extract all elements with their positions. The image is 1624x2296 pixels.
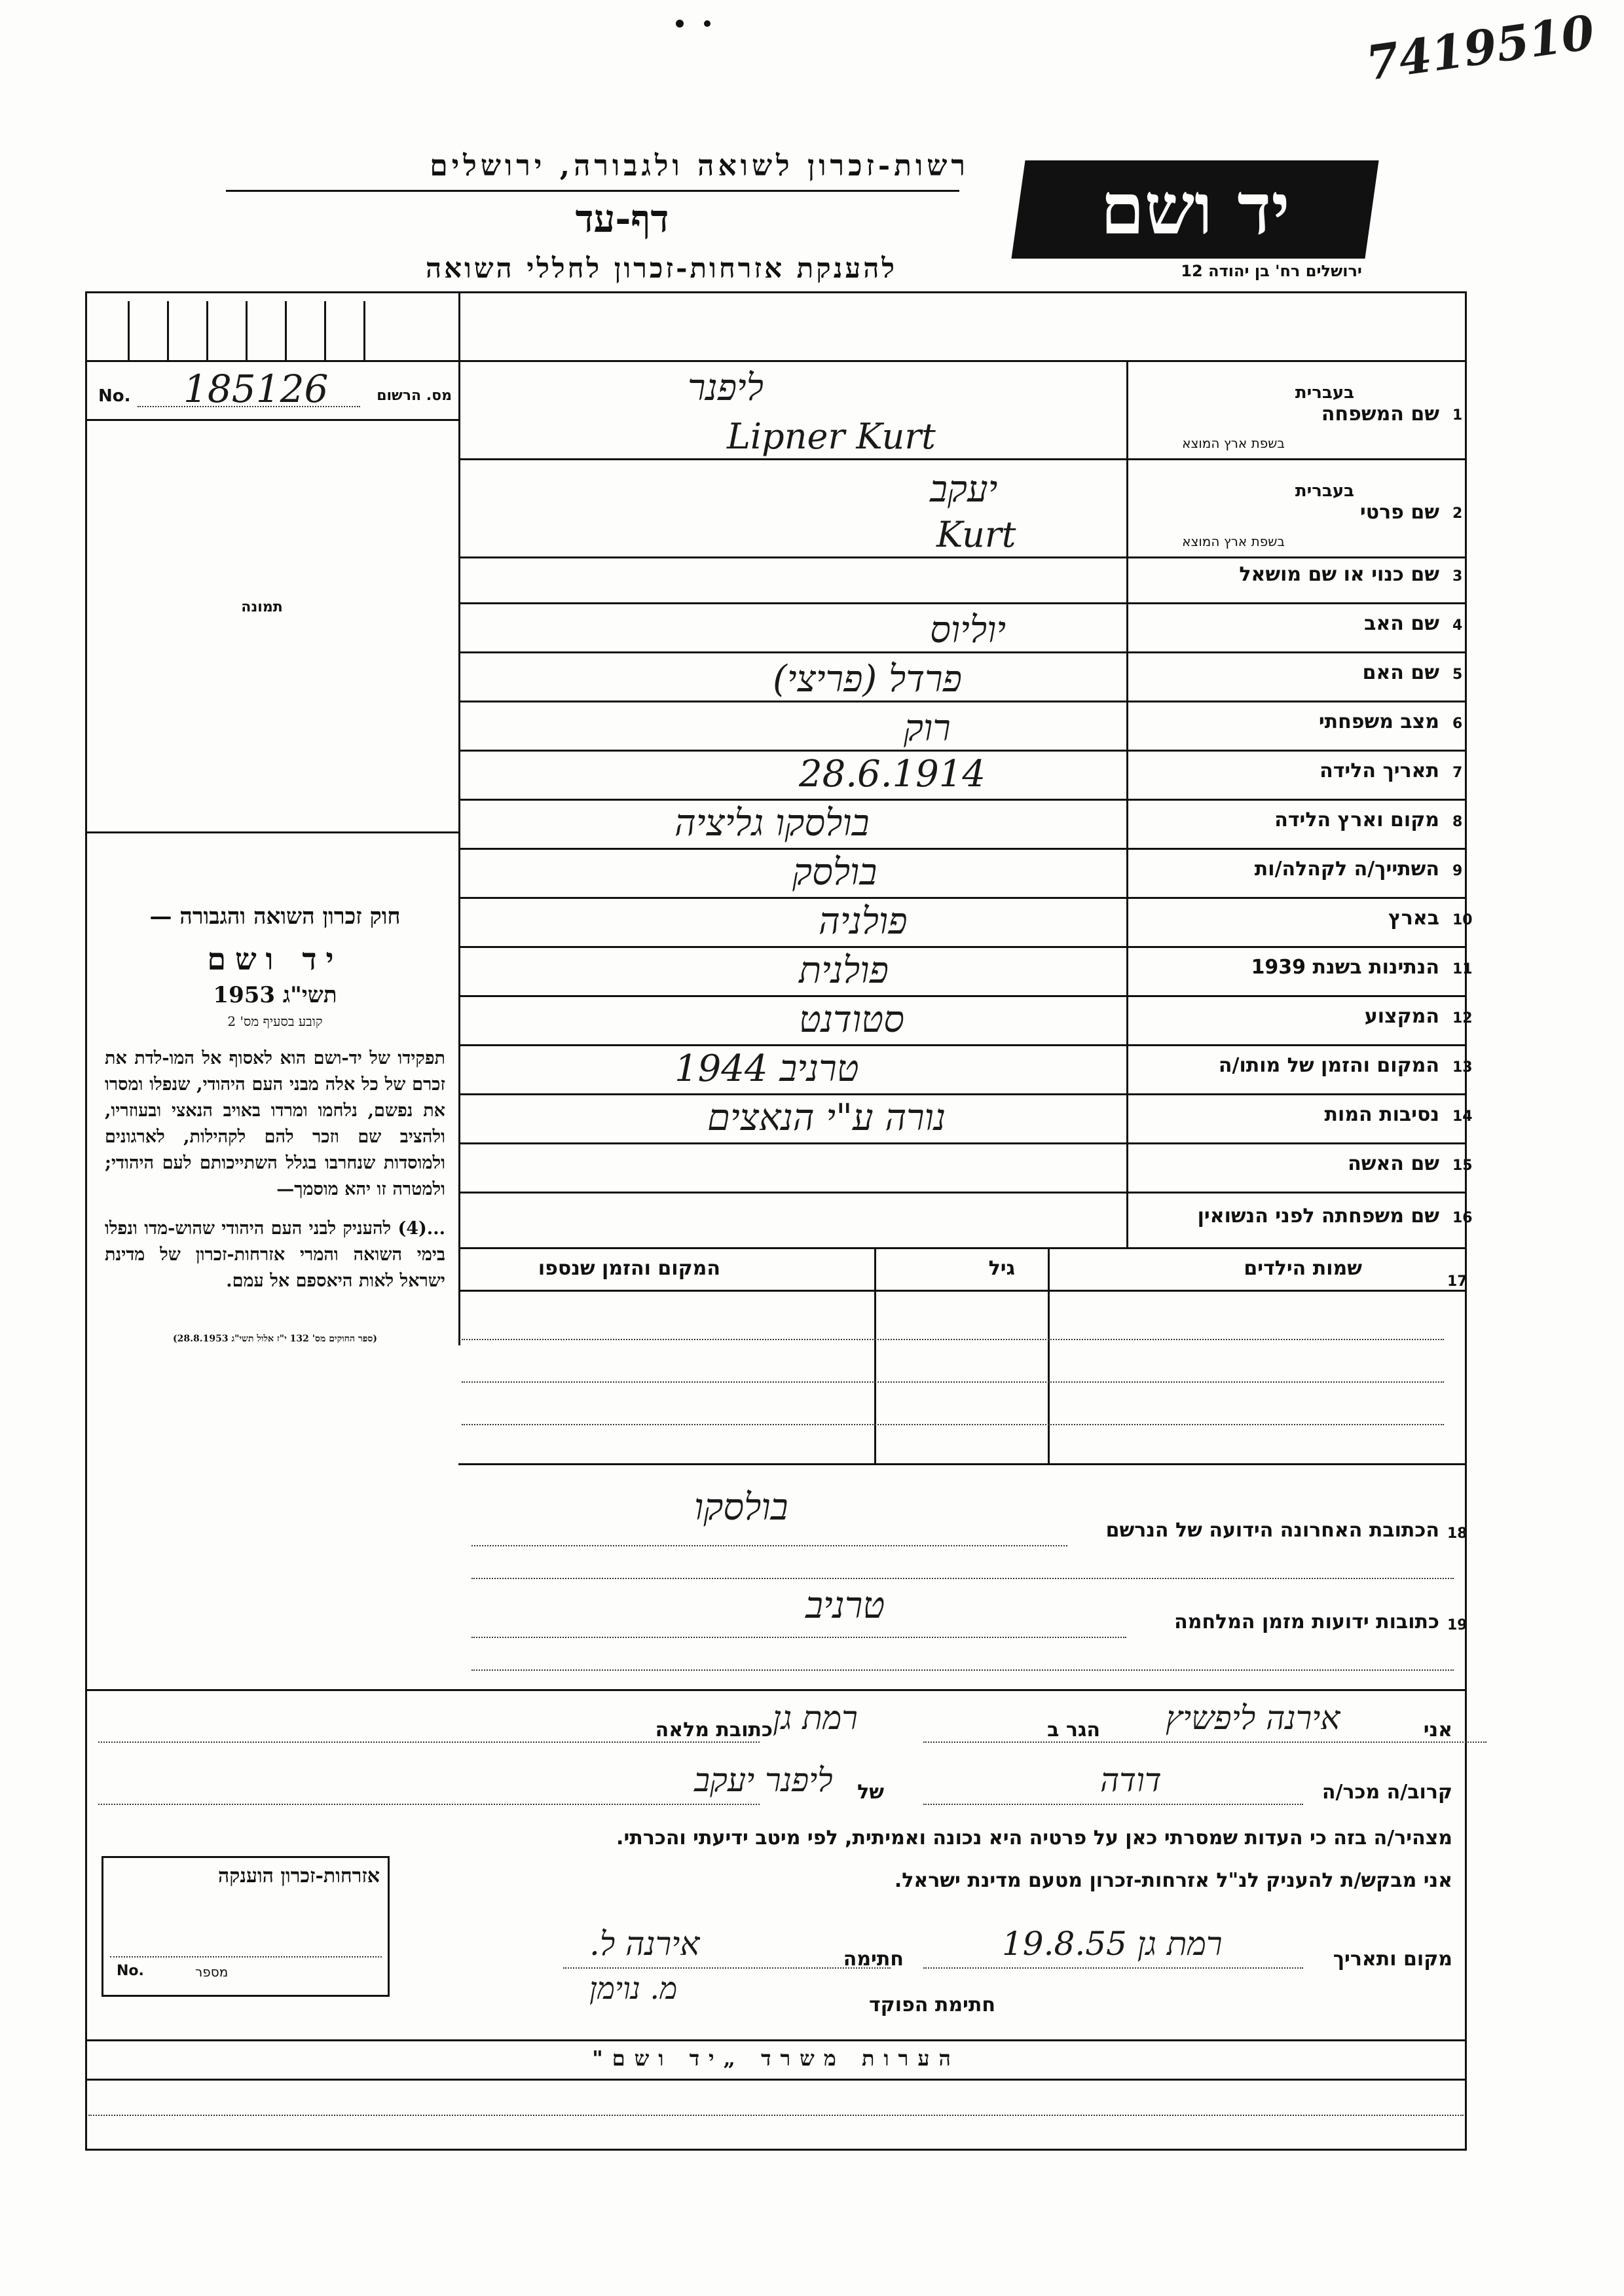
archive-stamp: 7419510: [1362, 4, 1598, 91]
dotted-line: [471, 1637, 1126, 1638]
law-paragraph-1: תפקידו של יד-ושם הוא לאסוף אל המו-לדת את זכרם של כל אלה מבני העם היהודי, שנפלו ומסרו את נפשם, נלחמו ומרדו באויב הנאצי ובעוזריו, ולהציב שם וזכר להם לקהילות, לארגונים ולמוסדות שנחרבו בגלל השתייכותם לעם היהודי; ולמטרה זו יהא מוסמך—: [105, 1048, 445, 1199]
field-number: 8: [1452, 814, 1463, 830]
row-separator: [458, 1142, 1467, 1144]
dotted-line: [923, 1967, 1303, 1969]
registration-row: [98, 367, 452, 412]
notes-header-rule: [85, 2079, 1467, 2081]
decl-full-address-label: כתובת מלאה: [655, 1719, 773, 1741]
row-separator: [458, 1093, 1467, 1095]
field-number: 17: [1447, 1273, 1467, 1290]
row-separator: [458, 897, 1467, 899]
field-label: שם פרטי: [1359, 501, 1439, 524]
field-number: 3: [1452, 568, 1463, 585]
decl-place-date-label: מקום ותאריך: [1333, 1948, 1452, 1971]
field-value-latin: Lipner Kurt: [727, 416, 936, 457]
citizenship-box-title: אזרחות-זכרון הוענקה: [217, 1865, 380, 1887]
row-separator: [458, 1044, 1467, 1046]
left-column-divider: [458, 291, 460, 1345]
decl-place-date: רמת גן 19.8.55: [1002, 1925, 1223, 1963]
field-label-country: בארץ: [1388, 907, 1439, 930]
grid-tick: [285, 301, 287, 360]
children-header-age: גיל: [988, 1257, 1015, 1280]
law-name: יד ושם: [207, 941, 343, 977]
decl-of-label: של: [857, 1781, 884, 1804]
children-col-divider: [874, 1247, 876, 1463]
decl-signature: אירנה ל.: [589, 1925, 700, 1963]
field-value-death-place-time: טרניב 1944: [674, 1048, 859, 1090]
row-separator: [458, 750, 1467, 752]
field-label-last-address: הכתובת האחרונה הידועה של הנרשם: [1105, 1519, 1439, 1542]
children-dotted-line: [462, 1424, 1444, 1425]
field-number: 12: [1452, 1010, 1473, 1027]
children-dotted-line: [462, 1381, 1444, 1383]
field-label-maiden-name: שם משפחתה לפני הנשואין: [1197, 1205, 1439, 1228]
row-separator: [458, 1247, 1467, 1249]
law-box: [105, 903, 445, 1345]
row-separator: [458, 995, 1467, 997]
field-number: 19: [1447, 1617, 1467, 1633]
decl-statement-1: מצהיר/ה בזה כי העדות שמסרתי כאן על פרטיה היא נכונה ואמיתית, לפי מיטב ידיעתי והכרתי.: [616, 1827, 1452, 1850]
registration-no-label: No.: [98, 386, 131, 406]
law-year: תשי"ג 1953: [213, 982, 337, 1008]
decl-i-label: אני: [1423, 1719, 1452, 1741]
field-value-death-circumstances: נורה ע"י הנאצים: [707, 1097, 946, 1139]
registration-number: 185126: [183, 367, 329, 411]
field-label-wife: שם האשה: [1348, 1152, 1439, 1175]
dotted-line: [98, 1741, 760, 1743]
grid-tick: [363, 301, 365, 360]
field-number: 15: [1452, 1157, 1473, 1174]
dotted-line: [471, 1545, 1067, 1546]
field-number: 5: [1452, 666, 1463, 683]
grid-tick: [167, 301, 169, 360]
children-col-divider: [1048, 1247, 1050, 1463]
punch-marks: [674, 18, 714, 29]
row-separator: [458, 1192, 1467, 1194]
field-value-wartime-address: טרניב: [805, 1584, 885, 1627]
decl-relation: דודה: [1100, 1761, 1162, 1799]
grid-tick: [206, 301, 208, 360]
photo-label: תמונה: [241, 599, 283, 615]
form-subtitle: להענקת אזרחות-זכרון לחללי השואה: [425, 252, 897, 284]
field-number: 1: [1452, 407, 1463, 424]
children-dotted-line: [462, 1339, 1444, 1340]
field-value-profession: סטודנט: [799, 998, 904, 1041]
field-label-birth-place: מקום וארץ הלידה: [1274, 809, 1439, 831]
grid-tick: [128, 301, 130, 360]
citizenship-box: [101, 1856, 390, 1997]
grid-tick: [246, 301, 248, 360]
header-rule: [226, 190, 959, 192]
decl-officer-label: חתימת הפוקד: [869, 1994, 995, 2016]
authority-title: רשות-זכרון לשואה ולגבורה, ירושלים: [430, 149, 969, 183]
field-label-community: השתייך/ה לקהלה/ות: [1254, 858, 1439, 881]
field-value-country: פולניה: [819, 900, 908, 943]
row-separator: [458, 848, 1467, 850]
law-clause: קובע בסעיף מס' 2: [227, 1013, 323, 1029]
row-separator: [458, 458, 1467, 460]
registration-label: מס. הרשום: [377, 388, 452, 404]
field-label: שם המשפחה: [1321, 403, 1439, 426]
photo-box-bottom: [85, 831, 458, 833]
citizenship-no-label: No.: [117, 1963, 144, 1979]
decl-city: רמת גן: [773, 1699, 858, 1737]
field-value-marital-status: רוק: [904, 707, 951, 750]
field-number: 18: [1447, 1525, 1467, 1542]
row-separator: [458, 799, 1467, 801]
children-header-place-time: המקום והזמן שנספו: [538, 1257, 720, 1280]
label-column-divider: [1126, 360, 1128, 1247]
row-separator: [458, 701, 1467, 702]
field-number: 7: [1452, 765, 1463, 781]
field-number: 14: [1452, 1108, 1473, 1125]
dotted-line: [471, 1669, 1454, 1671]
field-number: 10: [1452, 912, 1473, 928]
field-value-birth-place: בולסקו גליציה: [674, 802, 870, 845]
yad-vashem-logo: [1011, 160, 1378, 259]
field-label-marital-status: מצב משפחתי: [1318, 710, 1439, 733]
field-number: 2: [1452, 505, 1463, 522]
field-number: 11: [1452, 961, 1473, 977]
field-sublabel-hebrew: בעברית: [1295, 481, 1354, 501]
field-number: 4: [1452, 617, 1463, 634]
field-value-latin: Kurt: [936, 514, 1016, 555]
field-label-birth-date: תאריך הלידה: [1320, 759, 1439, 782]
citizenship-box-line: [110, 1956, 382, 1958]
field-sublabel-origin: בשפת ארץ המוצא: [1182, 435, 1285, 451]
dotted-line: [563, 1967, 891, 1969]
children-bottom-rule: [458, 1463, 1467, 1465]
field-value-last-address: בולסקו: [694, 1486, 788, 1529]
field-value-hebrew: יעקב: [930, 468, 998, 511]
decl-resides-label: הגר ב: [1047, 1719, 1100, 1741]
law-citation: (ספר החוקים מס' 132 י"ז אלול תשי"ג 28.8.1953): [173, 1334, 377, 1344]
row-separator: [458, 556, 1467, 558]
law-paragraph-2: ...(4) להעניק לבני העם היהודי שהוש-מדו ונפלו בימי השואה והמרי אזרחות-זכרון של מדינת ישראל לאות היאספם אל עמם.: [105, 1218, 445, 1291]
logo-text: יד ושם: [1100, 168, 1290, 251]
office-notes-title: הערות משרד „יד ושם": [592, 2046, 960, 2071]
form-title: דף-עד: [575, 196, 669, 241]
top-strip-bottom: [85, 360, 1467, 362]
field-value-nationality-1939: פולנית: [799, 949, 889, 992]
field-label-wartime-address: כתובות ידועות מזמן המלחמה: [1174, 1611, 1439, 1633]
row-separator: [458, 946, 1467, 948]
field-sublabel-origin: בשפת ארץ המוצא: [1182, 534, 1285, 549]
field-label-death-circumstances: נסיבות המות: [1324, 1103, 1439, 1126]
decl-signature-label: חתימה: [843, 1948, 904, 1971]
notes-top-rule: [85, 2039, 1467, 2041]
decl-statement-2: אני מבקש/ת להעניק לנ"ל אזרחות-זכרון מטעם מדינת ישראל.: [894, 1869, 1452, 1892]
field-number: 6: [1452, 716, 1463, 732]
field-value-mother: פרדל (פריצי): [773, 658, 962, 701]
field-number: 13: [1452, 1059, 1473, 1076]
photo-box-top: [85, 419, 458, 421]
declaration-top-rule: [85, 1689, 1467, 1691]
decl-officer-signature: מ. נוימן: [589, 1971, 678, 2006]
grid-tick: [324, 301, 326, 360]
field-sublabel-hebrew: בעברית: [1295, 383, 1354, 403]
children-header-rule: [458, 1290, 1467, 1292]
decl-relative-label: קרוב/ה מכר/ה: [1321, 1781, 1452, 1804]
dotted-line: [923, 1804, 1303, 1805]
decl-subject-name: ליפנר יעקב: [694, 1761, 833, 1799]
field-value-birth-date: 28.6.1914: [799, 753, 986, 795]
field-label-profession: המקצוע: [1364, 1005, 1439, 1028]
dotted-line: [98, 1804, 760, 1805]
law-title: חוק זכרון השואה והגבורה —: [149, 903, 401, 930]
dotted-line: [471, 1578, 1454, 1579]
row-separator: [458, 651, 1467, 653]
field-value-hebrew: ליפנר: [688, 367, 764, 409]
children-header-names: שמות הילדים: [1244, 1257, 1362, 1280]
field-label-nationality-1939: הנתינות בשנת 1939: [1251, 956, 1439, 979]
decl-declarant-name: אירנה ליפשיץ: [1166, 1699, 1340, 1737]
field-number: 16: [1452, 1210, 1473, 1226]
field-label-father: שם האב: [1364, 612, 1439, 635]
field-label-mother: שם האם: [1362, 661, 1439, 684]
row-separator: [458, 602, 1467, 604]
field-value-community: בולסק: [792, 851, 877, 894]
field-label-nickname: שם כנוי או שם מושאל: [1239, 563, 1439, 586]
field-number: 9: [1452, 863, 1463, 879]
citizenship-number-label: מספר: [195, 1964, 229, 1980]
field-value-father: יוליוס: [930, 609, 1006, 651]
dotted-line: [923, 1741, 1486, 1743]
registration-dotted-line: [138, 406, 360, 407]
notes-dotted-line: [88, 2115, 1464, 2116]
header-address: ירושלים רח' בן יהודה 12: [1181, 262, 1362, 280]
field-label-death-place-time: המקום והזמן של מותו/ה: [1218, 1054, 1439, 1077]
